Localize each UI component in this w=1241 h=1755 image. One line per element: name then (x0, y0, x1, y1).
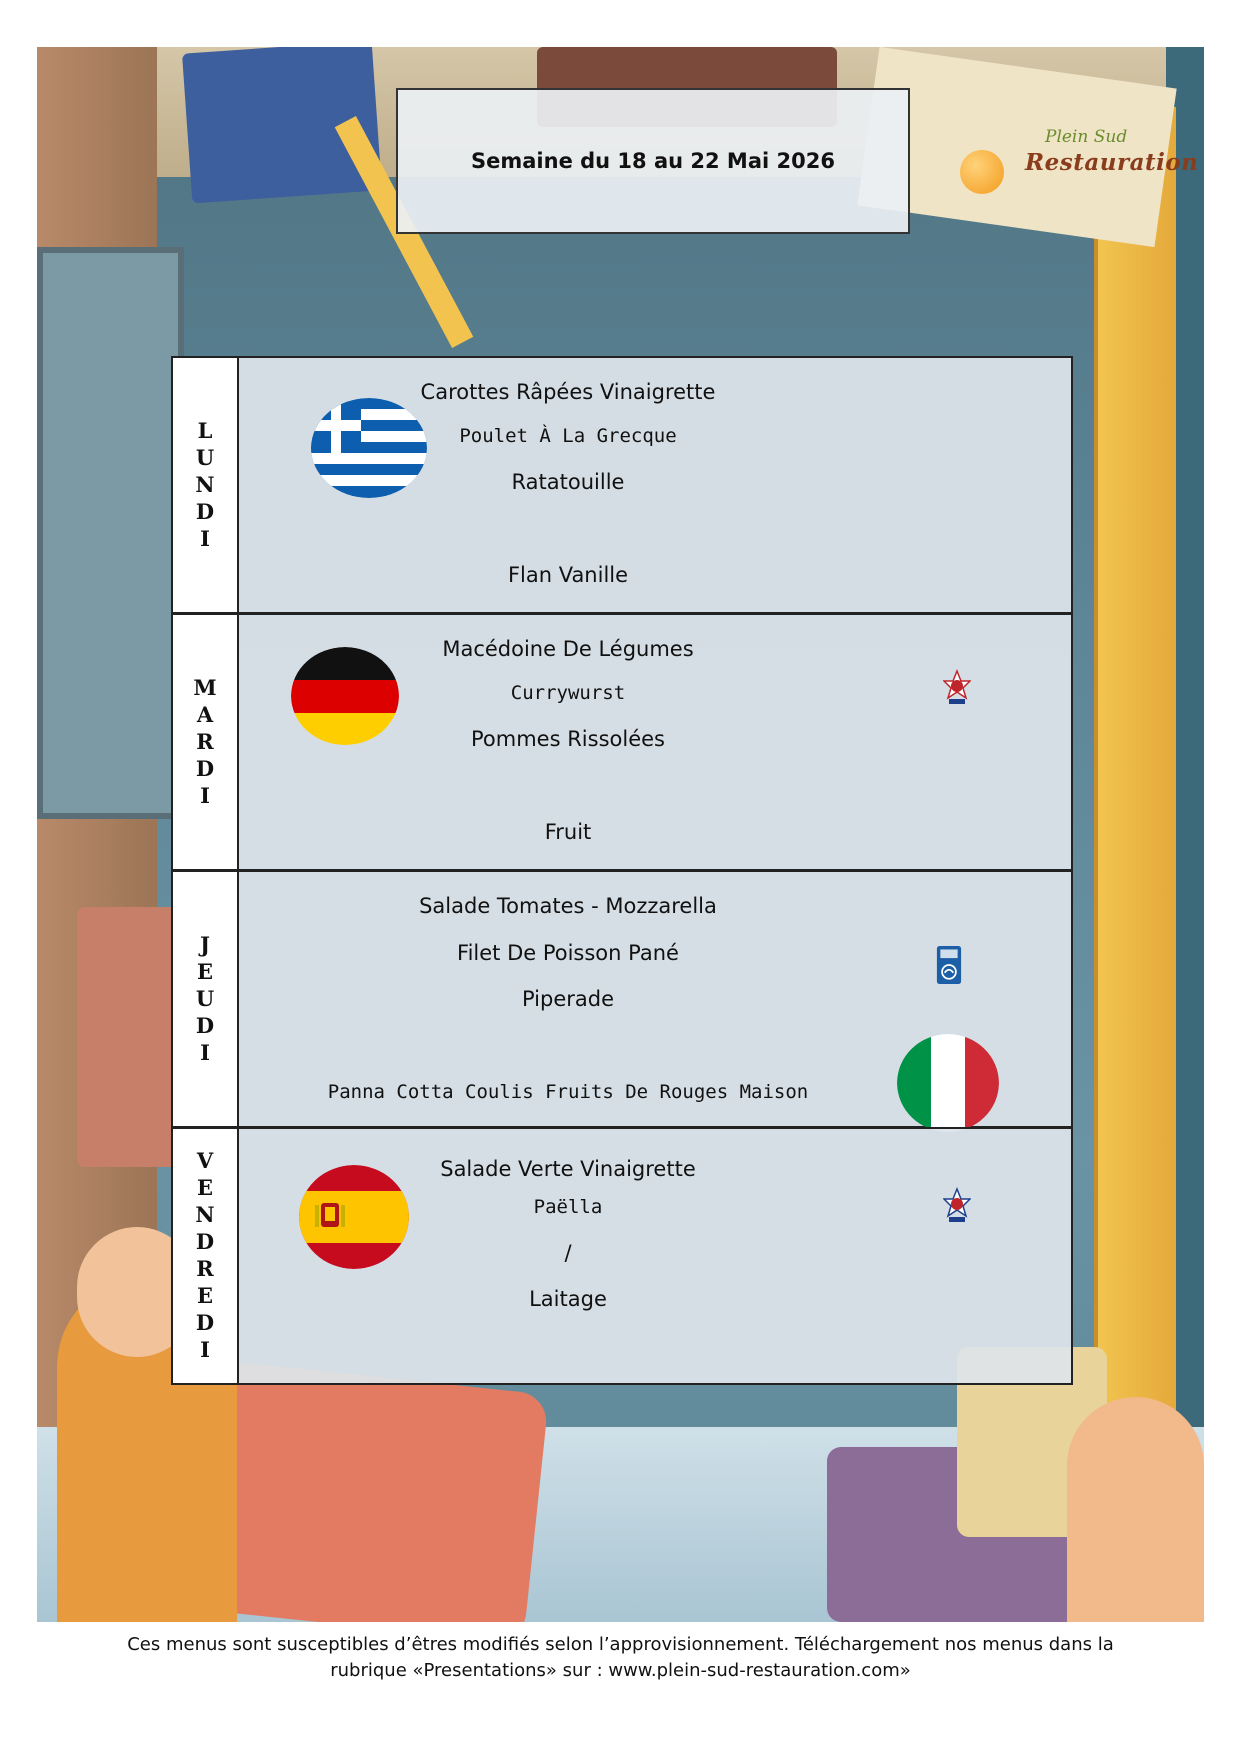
day-label-cell (173, 615, 239, 869)
footer-line1: Ces menus sont susceptibles d’êtres modifiés selon l’approvisionnement. Téléchargement nos menus dans la (127, 1634, 1114, 1655)
day-label-cell (173, 872, 239, 1126)
msc-peche-durable-icon (935, 946, 963, 984)
dish-starter: Carottes Râpées Vinaigrette (420, 380, 716, 404)
menu-table (171, 356, 1073, 1386)
day-row-lundi (171, 356, 1073, 614)
dish-starter: Macédoine De Légumes (442, 637, 694, 661)
orange-icon (960, 150, 1004, 194)
dish-dessert: Fruit (544, 820, 592, 844)
dish-side: Pommes Rissolées (471, 727, 665, 751)
dish-main: Filet De Poisson Pané (457, 941, 679, 965)
plein-sud-logo (955, 125, 1199, 205)
day-name: MARDI (192, 674, 218, 810)
window-decoration (37, 247, 184, 819)
germany-flag-icon (291, 647, 399, 745)
dish-side: Piperade (521, 987, 615, 1011)
boy-illustration (1067, 1397, 1204, 1622)
footer-note (0, 1632, 1241, 1684)
label-rouge-icon (943, 669, 971, 707)
day-row-jeudi (171, 870, 1073, 1128)
dish-dessert: Panna Cotta Coulis Fruits De Rouges Maison (327, 1081, 809, 1103)
day-name: LUNDI (192, 417, 218, 553)
italy-flag-icon (897, 1034, 999, 1132)
day-label-cell (173, 358, 239, 612)
day-row-mardi (171, 613, 1073, 871)
dish-starter: Salade Tomates - Mozzarella (419, 894, 717, 918)
week-header (396, 88, 910, 234)
volaille-francaise-icon (943, 1187, 971, 1225)
day-name: JEUDI (192, 931, 218, 1067)
spain-flag-icon (299, 1165, 409, 1269)
dish-main: Currywurst (510, 682, 626, 704)
dish-side: / (564, 1241, 572, 1265)
dish-starter: Salade Verte Vinaigrette (440, 1157, 696, 1181)
day-label-cell (173, 1129, 239, 1383)
desk-decoration (195, 1360, 549, 1622)
dish-dessert: Flan Vanille (507, 563, 629, 587)
dish-dessert: Laitage (529, 1287, 607, 1311)
footer-line2: rubrique «Presentations» sur : www.plein-sud-restauration.com» (330, 1660, 911, 1681)
dish-side: Ratatouille (511, 470, 625, 494)
day-name: VENDREDI (192, 1148, 218, 1364)
day-row-vendredi (171, 1127, 1073, 1385)
logo-line2: Restauration (1025, 149, 1199, 176)
greece-flag-icon (311, 398, 427, 498)
dish-main: Paëlla (533, 1196, 603, 1218)
ruler-decoration (1094, 107, 1176, 1547)
logo-line1: Plein Sud (1045, 127, 1128, 147)
week-title: Semaine du 18 au 22 Mai 2026 (471, 149, 835, 173)
dish-main: Poulet À La Grecque (459, 425, 677, 447)
